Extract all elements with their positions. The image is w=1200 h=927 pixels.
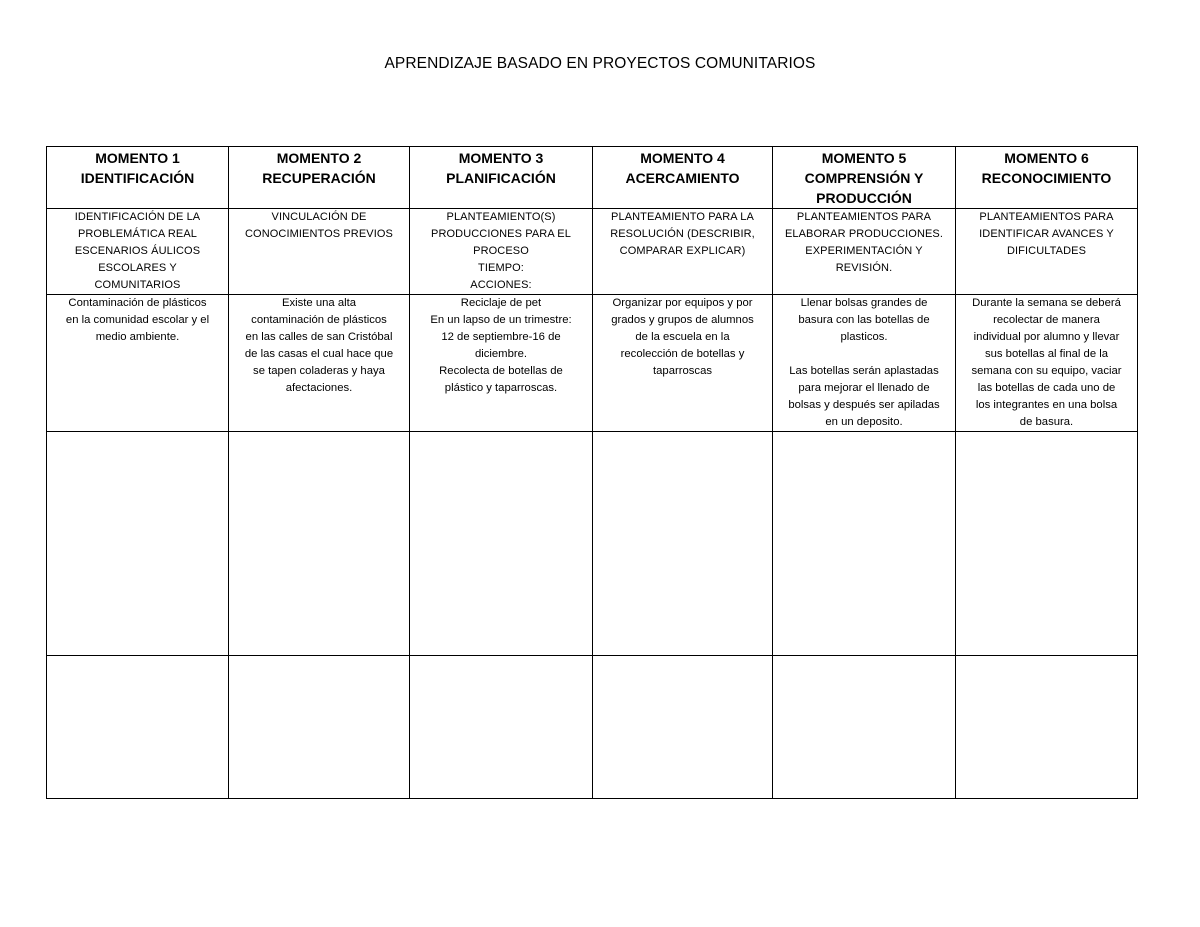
empty-cell — [410, 432, 593, 656]
header-momento-6: MOMENTO 6 RECONOCIMIENTO — [956, 147, 1138, 209]
empty-cell — [956, 656, 1138, 799]
empty-cell — [593, 432, 773, 656]
header-momento-5: MOMENTO 5 COMPRENSIÓN Y PRODUCCIÓN — [773, 147, 956, 209]
empty-cell — [47, 656, 229, 799]
project-table — [46, 146, 1138, 799]
header-momento-3: MOMENTO 3 PLANIFICACIÓN — [410, 147, 593, 209]
description-momento-5: PLANTEAMIENTOS PARA ELABORAR PRODUCCIONES. EXPERIMENTACIÓN Y REVISIÓN. — [773, 209, 956, 295]
table-empty-row — [47, 656, 1138, 799]
description-momento-2: VINCULACIÓN DE CONOCIMIENTOS PREVIOS — [229, 209, 410, 295]
content-momento-4: Organizar por equipos y por grados y grupos de alumnos de la escuela en la recolección de botellas y taparroscas — [593, 295, 773, 432]
description-momento-1: IDENTIFICACIÓN DE LA PROBLEMÁTICA REAL ESCENARIOS ÁULICOS ESCOLARES Y COMUNITARIOS — [47, 209, 229, 295]
empty-cell — [956, 432, 1138, 656]
description-momento-4: PLANTEAMIENTO PARA LA RESOLUCIÓN (DESCRIBIR, COMPARAR EXPLICAR) — [593, 209, 773, 295]
content-momento-2: Existe una alta contaminación de plásticos en las calles de san Cristóbal de las casas el cual hace que se tapen coladeras y haya afectaciones. — [229, 295, 410, 432]
content-momento-1: Contaminación de plásticos en la comunidad escolar y el medio ambiente. — [47, 295, 229, 432]
empty-cell — [410, 656, 593, 799]
empty-cell — [593, 656, 773, 799]
table-content-row — [47, 295, 1138, 432]
table-header-row — [47, 147, 1138, 209]
content-momento-5: Llenar bolsas grandes de basura con las botellas de plasticos. Las botellas serán aplastadas para mejorar el llenado de bolsas y después ser apiladas en un deposito. — [773, 295, 956, 432]
header-momento-1: MOMENTO 1 IDENTIFICACIÓN — [47, 147, 229, 209]
empty-cell — [229, 432, 410, 656]
content-momento-6: Durante la semana se deberá recolectar de manera individual por alumno y llevar sus botellas al final de la semana con su equipo, vaciar las botellas de cada uno de los integrantes en una bolsa de basura. — [956, 295, 1138, 432]
header-momento-4: MOMENTO 4 ACERCAMIENTO — [593, 147, 773, 209]
header-momento-2: MOMENTO 2 RECUPERACIÓN — [229, 147, 410, 209]
empty-cell — [773, 656, 956, 799]
document-title: APRENDIZAJE BASADO EN PROYECTOS COMUNITARIOS — [384, 55, 816, 72]
table-empty-row — [47, 432, 1138, 656]
empty-cell — [47, 432, 229, 656]
empty-cell — [229, 656, 410, 799]
empty-cell — [773, 432, 956, 656]
content-momento-3: Reciclaje de pet En un lapso de un trimestre: 12 de septiembre-16 de diciembre. Recolecta de botellas de plástico y taparroscas. — [410, 295, 593, 432]
description-momento-3: PLANTEAMIENTO(S) PRODUCCIONES PARA EL PROCESO TIEMPO: ACCIONES: — [410, 209, 593, 295]
table-description-row — [47, 209, 1138, 295]
description-momento-6: PLANTEAMIENTOS PARA IDENTIFICAR AVANCES Y DIFICULTADES — [956, 209, 1138, 295]
